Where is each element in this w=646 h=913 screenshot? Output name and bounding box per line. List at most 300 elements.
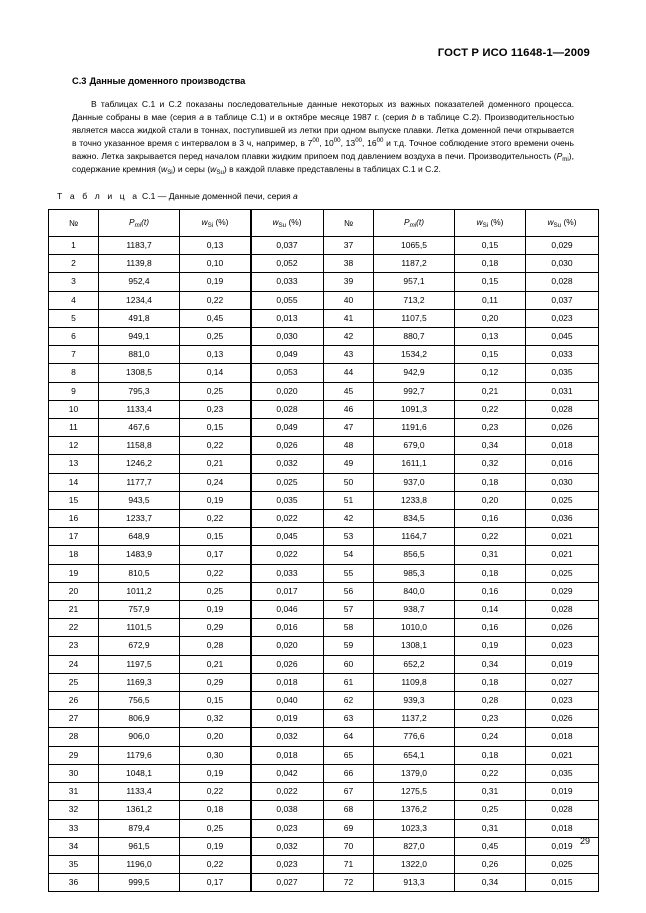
header-sulphur-left: $w_{Su}$ (%)	[251, 210, 324, 237]
cell-sulphur-right: 0,027	[526, 673, 599, 691]
cell-no-left: 14	[49, 473, 99, 491]
table-row	[49, 637, 599, 655]
cell-silicon-left: 0,22	[180, 510, 251, 528]
cell-silicon-left: 0,22	[180, 564, 251, 582]
cell-silicon-left: 0,19	[180, 601, 251, 619]
cell-silicon-right: 0,34	[455, 437, 526, 455]
cell-no-left: 9	[49, 382, 99, 400]
cell-sulphur-left: 0,027	[251, 874, 324, 892]
cell-no-left: 8	[49, 364, 99, 382]
cell-productivity-right: 827,0	[374, 837, 455, 855]
cell-sulphur-right: 0,036	[526, 510, 599, 528]
table-row	[49, 564, 599, 582]
cell-sulphur-right: 0,023	[526, 692, 599, 710]
cell-productivity-left: 1234,4	[99, 291, 180, 309]
cell-productivity-right: 1191,6	[374, 419, 455, 437]
cell-sulphur-left: 0,032	[251, 728, 324, 746]
cell-no-left: 3	[49, 273, 99, 291]
cell-productivity-left: 952,4	[99, 273, 180, 291]
table-row	[49, 710, 599, 728]
cell-productivity-left: 1197,5	[99, 655, 180, 673]
cell-productivity-left: 672,9	[99, 637, 180, 655]
cell-productivity-right: 679,0	[374, 437, 455, 455]
table-row	[49, 819, 599, 837]
cell-productivity-right: 1065,5	[374, 237, 455, 255]
cell-silicon-right: 0,18	[455, 473, 526, 491]
cell-sulphur-left: 0,040	[251, 692, 324, 710]
cell-sulphur-left: 0,022	[251, 783, 324, 801]
cell-productivity-left: 1133,4	[99, 783, 180, 801]
cell-silicon-left: 0,19	[180, 273, 251, 291]
cell-silicon-left: 0,18	[180, 801, 251, 819]
cell-no-right: 72	[324, 874, 374, 892]
cell-silicon-left: 0,25	[180, 382, 251, 400]
cell-productivity-right: 1275,5	[374, 783, 455, 801]
table-row	[49, 801, 599, 819]
cell-productivity-right: 1023,3	[374, 819, 455, 837]
cell-no-left: 21	[49, 601, 99, 619]
cell-no-left: 34	[49, 837, 99, 855]
header-sulphur-right: $w_{Su}$ (%)	[526, 210, 599, 237]
table-row	[49, 728, 599, 746]
cell-sulphur-left: 0,055	[251, 291, 324, 309]
cell-productivity-right: 913,3	[374, 874, 455, 892]
cell-no-left: 18	[49, 546, 99, 564]
cell-silicon-right: 0,32	[455, 455, 526, 473]
cell-sulphur-left: 0,023	[251, 855, 324, 873]
cell-no-left: 24	[49, 655, 99, 673]
cell-no-left: 32	[49, 801, 99, 819]
table-row	[49, 273, 599, 291]
cell-sulphur-right: 0,028	[526, 400, 599, 418]
cell-productivity-right: 880,7	[374, 328, 455, 346]
cell-silicon-left: 0,29	[180, 673, 251, 691]
cell-silicon-left: 0,10	[180, 255, 251, 273]
cell-productivity-right: 834,5	[374, 510, 455, 528]
cell-silicon-right: 0,15	[455, 273, 526, 291]
cell-sulphur-right: 0,021	[526, 746, 599, 764]
cell-sulphur-right: 0,021	[526, 528, 599, 546]
table-row	[49, 346, 599, 364]
cell-productivity-right: 776,6	[374, 728, 455, 746]
cell-no-left: 29	[49, 746, 99, 764]
cell-productivity-left: 906,0	[99, 728, 180, 746]
cell-silicon-left: 0,21	[180, 655, 251, 673]
table-row	[49, 874, 599, 892]
cell-no-right: 51	[324, 491, 374, 509]
table-header-row	[49, 210, 599, 237]
cell-silicon-left: 0,22	[180, 437, 251, 455]
table-row	[49, 291, 599, 309]
cell-silicon-left: 0,19	[180, 491, 251, 509]
cell-sulphur-right: 0,030	[526, 473, 599, 491]
table-row	[49, 437, 599, 455]
cell-no-right: 42	[324, 510, 374, 528]
cell-no-right: 61	[324, 673, 374, 691]
cell-silicon-right: 0,31	[455, 546, 526, 564]
cell-sulphur-right: 0,026	[526, 710, 599, 728]
cell-productivity-right: 840,0	[374, 582, 455, 600]
cell-sulphur-left: 0,046	[251, 601, 324, 619]
cell-sulphur-left: 0,023	[251, 819, 324, 837]
cell-silicon-right: 0,18	[455, 673, 526, 691]
cell-productivity-right: 939,3	[374, 692, 455, 710]
cell-productivity-right: 942,9	[374, 364, 455, 382]
cell-no-right: 45	[324, 382, 374, 400]
cell-sulphur-right: 0,045	[526, 328, 599, 346]
header-productivity-left: $P_{mi}(t)$	[99, 210, 180, 237]
cell-silicon-left: 0,15	[180, 692, 251, 710]
cell-sulphur-right: 0,035	[526, 364, 599, 382]
cell-productivity-left: 1048,1	[99, 764, 180, 782]
cell-productivity-left: 1246,2	[99, 455, 180, 473]
cell-sulphur-right: 0,026	[526, 619, 599, 637]
cell-silicon-right: 0,19	[455, 637, 526, 655]
cell-sulphur-left: 0,042	[251, 764, 324, 782]
cell-productivity-left: 1233,7	[99, 510, 180, 528]
table-row	[49, 419, 599, 437]
table-caption-series: a	[293, 191, 298, 201]
cell-no-right: 65	[324, 746, 374, 764]
cell-sulphur-left: 0,019	[251, 710, 324, 728]
cell-no-left: 31	[49, 783, 99, 801]
cell-sulphur-left: 0,022	[251, 510, 324, 528]
cell-no-right: 55	[324, 564, 374, 582]
cell-silicon-right: 0,28	[455, 692, 526, 710]
cell-sulphur-right: 0,028	[526, 801, 599, 819]
cell-sulphur-right: 0,029	[526, 582, 599, 600]
table-row	[49, 491, 599, 509]
cell-productivity-right: 1534,2	[374, 346, 455, 364]
cell-silicon-right: 0,20	[455, 309, 526, 327]
cell-productivity-right: 1107,5	[374, 309, 455, 327]
cell-productivity-left: 648,9	[99, 528, 180, 546]
cell-no-right: 70	[324, 837, 374, 855]
table-row	[49, 364, 599, 382]
cell-silicon-right: 0,26	[455, 855, 526, 873]
clause-number: С.3	[72, 76, 87, 86]
cell-silicon-right: 0,18	[455, 255, 526, 273]
cell-sulphur-right: 0,019	[526, 655, 599, 673]
cell-productivity-left: 1179,6	[99, 746, 180, 764]
cell-sulphur-left: 0,032	[251, 837, 324, 855]
cell-silicon-left: 0,19	[180, 837, 251, 855]
cell-silicon-right: 0,34	[455, 874, 526, 892]
cell-no-right: 58	[324, 619, 374, 637]
cell-silicon-right: 0,31	[455, 783, 526, 801]
cell-no-left: 28	[49, 728, 99, 746]
cell-productivity-left: 1483,9	[99, 546, 180, 564]
cell-no-right: 59	[324, 637, 374, 655]
header-silicon-left: $w_{Si}$ (%)	[180, 210, 251, 237]
cell-sulphur-left: 0,020	[251, 382, 324, 400]
cell-no-right: 38	[324, 255, 374, 273]
cell-no-left: 30	[49, 764, 99, 782]
cell-sulphur-left: 0,052	[251, 255, 324, 273]
cell-no-right: 56	[324, 582, 374, 600]
cell-no-right: 41	[324, 309, 374, 327]
cell-sulphur-left: 0,045	[251, 528, 324, 546]
cell-sulphur-right: 0,019	[526, 837, 599, 855]
table-row	[49, 601, 599, 619]
cell-productivity-left: 1101,5	[99, 619, 180, 637]
cell-sulphur-left: 0,026	[251, 437, 324, 455]
cell-productivity-right: 1010,0	[374, 619, 455, 637]
cell-productivity-right: 1164,7	[374, 528, 455, 546]
cell-productivity-left: 806,9	[99, 710, 180, 728]
cell-productivity-right: 985,3	[374, 564, 455, 582]
cell-no-left: 11	[49, 419, 99, 437]
cell-productivity-right: 937,0	[374, 473, 455, 491]
cell-productivity-right: 1233,8	[374, 491, 455, 509]
cell-no-right: 67	[324, 783, 374, 801]
cell-sulphur-right: 0,025	[526, 564, 599, 582]
cell-no-left: 19	[49, 564, 99, 582]
cell-no-right: 46	[324, 400, 374, 418]
header-no-right: №	[324, 210, 374, 237]
cell-sulphur-left: 0,030	[251, 328, 324, 346]
cell-productivity-right: 1379,0	[374, 764, 455, 782]
cell-no-right: 42	[324, 328, 374, 346]
cell-no-left: 16	[49, 510, 99, 528]
cell-no-right: 60	[324, 655, 374, 673]
cell-no-right: 40	[324, 291, 374, 309]
cell-productivity-left: 467,6	[99, 419, 180, 437]
table-body	[49, 237, 599, 892]
cell-sulphur-left: 0,049	[251, 346, 324, 364]
cell-sulphur-right: 0,025	[526, 491, 599, 509]
cell-productivity-right: 957,1	[374, 273, 455, 291]
cell-silicon-right: 0,22	[455, 528, 526, 546]
cell-silicon-right: 0,14	[455, 601, 526, 619]
cell-no-right: 53	[324, 528, 374, 546]
cell-silicon-left: 0,28	[180, 637, 251, 655]
cell-sulphur-right: 0,026	[526, 419, 599, 437]
cell-no-right: 44	[324, 364, 374, 382]
cell-silicon-left: 0,25	[180, 328, 251, 346]
table-caption-number: С.1	[141, 191, 156, 201]
cell-silicon-right: 0,45	[455, 837, 526, 855]
header-productivity-right: $P_{mi}(t)$	[374, 210, 455, 237]
cell-productivity-right: 1611,1	[374, 455, 455, 473]
cell-silicon-left: 0,23	[180, 400, 251, 418]
cell-silicon-left: 0,17	[180, 546, 251, 564]
table-row	[49, 619, 599, 637]
cell-no-left: 15	[49, 491, 99, 509]
table-row	[49, 400, 599, 418]
cell-sulphur-right: 0,031	[526, 382, 599, 400]
cell-no-right: 71	[324, 855, 374, 873]
cell-silicon-right: 0,23	[455, 710, 526, 728]
cell-silicon-left: 0,45	[180, 309, 251, 327]
cell-silicon-left: 0,22	[180, 291, 251, 309]
clause-title: Данные доменного производства	[89, 76, 246, 86]
clause-heading	[72, 76, 245, 86]
cell-sulphur-right: 0,018	[526, 819, 599, 837]
cell-silicon-right: 0,16	[455, 510, 526, 528]
cell-no-left: 35	[49, 855, 99, 873]
table-row	[49, 546, 599, 564]
cell-productivity-left: 881,0	[99, 346, 180, 364]
cell-no-left: 36	[49, 874, 99, 892]
cell-productivity-right: 1376,2	[374, 801, 455, 819]
table-row	[49, 783, 599, 801]
cell-no-right: 63	[324, 710, 374, 728]
cell-sulphur-right: 0,023	[526, 637, 599, 655]
cell-sulphur-right: 0,035	[526, 764, 599, 782]
cell-silicon-right: 0,21	[455, 382, 526, 400]
table-row	[49, 582, 599, 600]
cell-no-left: 22	[49, 619, 99, 637]
cell-no-right: 37	[324, 237, 374, 255]
cell-silicon-right: 0,22	[455, 400, 526, 418]
cell-productivity-right: 1109,8	[374, 673, 455, 691]
cell-no-left: 17	[49, 528, 99, 546]
cell-silicon-right: 0,24	[455, 728, 526, 746]
cell-silicon-right: 0,20	[455, 491, 526, 509]
cell-sulphur-right: 0,029	[526, 237, 599, 255]
cell-productivity-right: 1187,2	[374, 255, 455, 273]
cell-sulphur-left: 0,033	[251, 273, 324, 291]
cell-no-right: 48	[324, 437, 374, 455]
cell-sulphur-right: 0,023	[526, 309, 599, 327]
cell-no-right: 39	[324, 273, 374, 291]
cell-silicon-left: 0,25	[180, 819, 251, 837]
table-row	[49, 309, 599, 327]
cell-productivity-right: 938,7	[374, 601, 455, 619]
cell-no-right: 49	[324, 455, 374, 473]
cell-productivity-right: 992,7	[374, 382, 455, 400]
cell-sulphur-left: 0,013	[251, 309, 324, 327]
cell-silicon-left: 0,15	[180, 419, 251, 437]
cell-sulphur-left: 0,018	[251, 673, 324, 691]
cell-silicon-right: 0,22	[455, 764, 526, 782]
cell-sulphur-right: 0,025	[526, 855, 599, 873]
table-caption-text: Данные доменной печи, серия	[168, 191, 291, 201]
cell-no-right: 43	[324, 346, 374, 364]
cell-silicon-right: 0,15	[455, 237, 526, 255]
cell-sulphur-left: 0,053	[251, 364, 324, 382]
cell-sulphur-right: 0,028	[526, 273, 599, 291]
cell-sulphur-left: 0,022	[251, 546, 324, 564]
cell-no-left: 25	[49, 673, 99, 691]
cell-sulphur-left: 0,033	[251, 564, 324, 582]
table-row	[49, 382, 599, 400]
cell-sulphur-left: 0,016	[251, 619, 324, 637]
table-row	[49, 528, 599, 546]
cell-no-left: 13	[49, 455, 99, 473]
cell-no-left: 33	[49, 819, 99, 837]
cell-silicon-right: 0,31	[455, 819, 526, 837]
cell-no-right: 69	[324, 819, 374, 837]
cell-no-right: 50	[324, 473, 374, 491]
table-row	[49, 510, 599, 528]
cell-sulphur-right: 0,037	[526, 291, 599, 309]
cell-no-right: 47	[324, 419, 374, 437]
running-header: ГОСТ Р ИСО 11648-1—2009	[437, 47, 590, 59]
cell-no-right: 68	[324, 801, 374, 819]
table-row	[49, 692, 599, 710]
cell-sulphur-left: 0,038	[251, 801, 324, 819]
cell-silicon-left: 0,22	[180, 855, 251, 873]
cell-no-left: 20	[49, 582, 99, 600]
cell-productivity-left: 943,5	[99, 491, 180, 509]
cell-sulphur-left: 0,026	[251, 655, 324, 673]
cell-productivity-left: 1308,5	[99, 364, 180, 382]
cell-productivity-left: 949,1	[99, 328, 180, 346]
cell-silicon-right: 0,18	[455, 746, 526, 764]
cell-silicon-right: 0,12	[455, 364, 526, 382]
cell-productivity-left: 961,5	[99, 837, 180, 855]
cell-sulphur-right: 0,018	[526, 437, 599, 455]
table-row	[49, 328, 599, 346]
table-row	[49, 764, 599, 782]
cell-sulphur-left: 0,025	[251, 473, 324, 491]
cell-productivity-left: 1196,0	[99, 855, 180, 873]
table-caption-label: Т а б л и ц а	[57, 191, 140, 201]
header-no-left: №	[49, 210, 99, 237]
cell-productivity-right: 654,1	[374, 746, 455, 764]
cell-productivity-right: 856,5	[374, 546, 455, 564]
cell-productivity-left: 1133,4	[99, 400, 180, 418]
cell-productivity-left: 879,4	[99, 819, 180, 837]
table-row	[49, 455, 599, 473]
cell-sulphur-right: 0,033	[526, 346, 599, 364]
cell-sulphur-left: 0,017	[251, 582, 324, 600]
cell-sulphur-left: 0,032	[251, 455, 324, 473]
cell-productivity-right: 652,2	[374, 655, 455, 673]
cell-silicon-left: 0,19	[180, 764, 251, 782]
cell-productivity-left: 810,5	[99, 564, 180, 582]
cell-productivity-left: 757,9	[99, 601, 180, 619]
cell-no-right: 66	[324, 764, 374, 782]
cell-productivity-left: 491,8	[99, 309, 180, 327]
cell-silicon-right: 0,25	[455, 801, 526, 819]
header-silicon-right: $w_{Si}$ (%)	[455, 210, 526, 237]
cell-productivity-right: 1308,1	[374, 637, 455, 655]
cell-sulphur-left: 0,020	[251, 637, 324, 655]
cell-no-left: 7	[49, 346, 99, 364]
cell-silicon-left: 0,15	[180, 528, 251, 546]
cell-sulphur-left: 0,028	[251, 400, 324, 418]
cell-silicon-right: 0,15	[455, 346, 526, 364]
cell-silicon-right: 0,16	[455, 582, 526, 600]
cell-silicon-left: 0,24	[180, 473, 251, 491]
cell-sulphur-right: 0,015	[526, 874, 599, 892]
cell-sulphur-left: 0,049	[251, 419, 324, 437]
cell-no-left: 23	[49, 637, 99, 655]
cell-sulphur-left: 0,018	[251, 746, 324, 764]
cell-silicon-right: 0,16	[455, 619, 526, 637]
cell-productivity-left: 1183,7	[99, 237, 180, 255]
table-row	[49, 473, 599, 491]
cell-silicon-left: 0,21	[180, 455, 251, 473]
cell-silicon-left: 0,13	[180, 346, 251, 364]
cell-silicon-left: 0,29	[180, 619, 251, 637]
cell-sulphur-right: 0,028	[526, 601, 599, 619]
cell-silicon-right: 0,34	[455, 655, 526, 673]
cell-no-left: 2	[49, 255, 99, 273]
cell-no-left: 10	[49, 400, 99, 418]
table-row	[49, 837, 599, 855]
cell-silicon-left: 0,20	[180, 728, 251, 746]
cell-silicon-left: 0,22	[180, 783, 251, 801]
table-row	[49, 673, 599, 691]
table-row	[49, 655, 599, 673]
page-number: 29	[579, 836, 590, 846]
table-caption	[57, 191, 298, 201]
cell-silicon-left: 0,32	[180, 710, 251, 728]
